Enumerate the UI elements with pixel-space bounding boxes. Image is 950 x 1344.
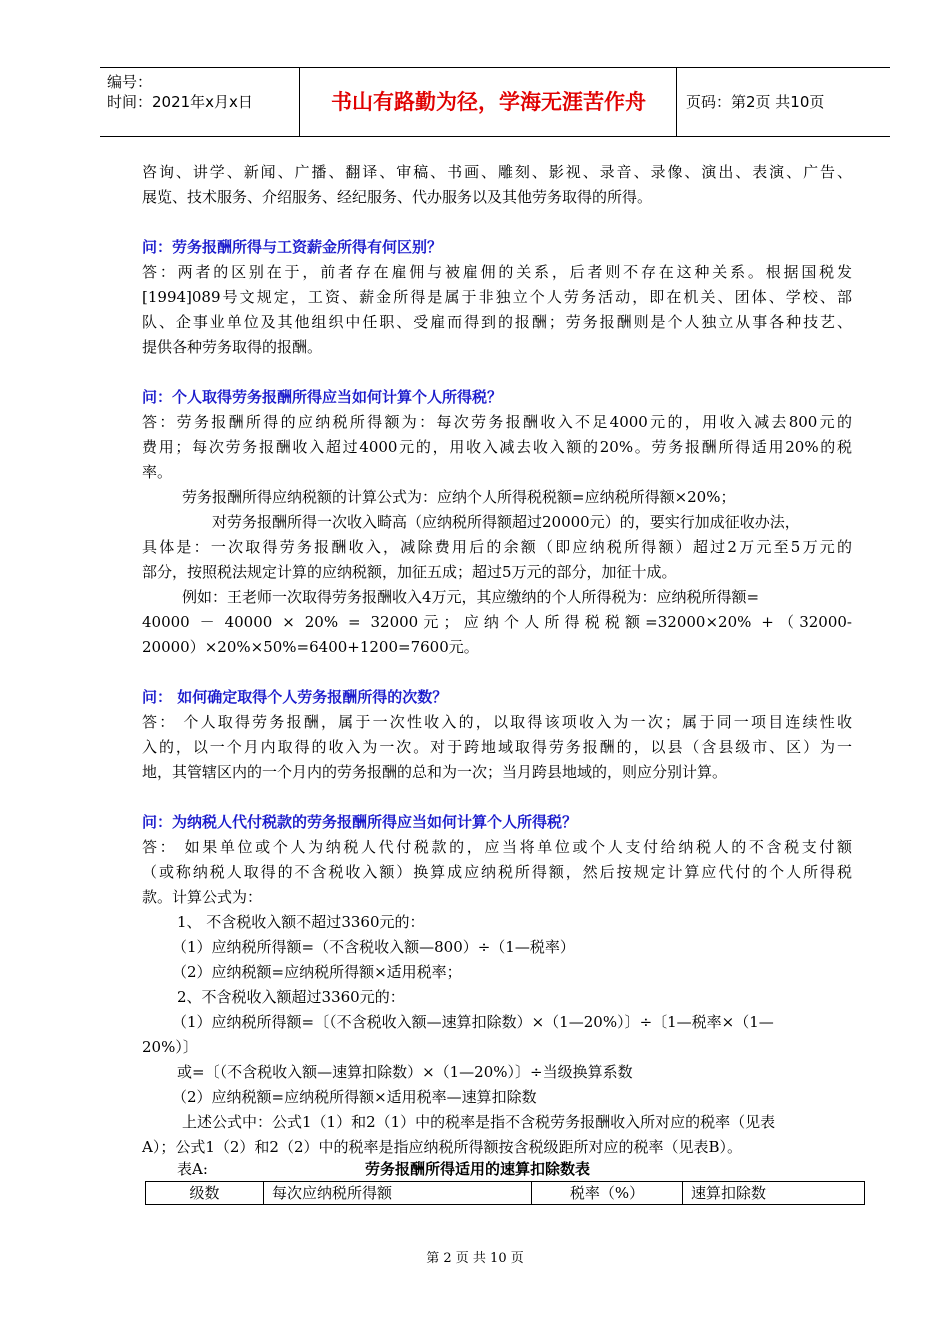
table-header-cell: 每次应纳税所得额 [263, 1182, 532, 1204]
body-line: 答： 个人取得劳务报酬，属于一次性收入的，以取得该项收入为一次；属于同一项目连续性收 [142, 713, 852, 731]
body-line: 队、企事业单位及其他组织中任职、受雇而得到的报酬；劳务报酬则是个人独立从事各种技艺、 [142, 313, 852, 331]
body-line: 入的，以一个月内取得的收入为一次。对于跨地域取得劳务报酬的，以县（含县级市、区）为一 [142, 738, 852, 756]
body-line: 答：两者的区别在于，前者存在雇佣与被雇佣的关系，后者则不存在这种关系。根据国税发 [142, 263, 852, 281]
body-line: 费用；每次劳务报酬收入超过4000元的，用收入减去收入额的20%。劳务报酬所得适用20%的税 [142, 438, 852, 456]
body-line: 具体是：一次取得劳务报酬收入，减除费用后的余额（即应纳税所得额）超过2万元至5万元的 [142, 538, 852, 556]
question-heading: 问：劳务报酬所得与工资薪金所得有何区别？ [142, 238, 443, 256]
body-line: [1994]089号文规定，工资、薪金所得是属于非独立个人劳务活动，即在机关、团体、学校、部 [142, 288, 852, 306]
body-line: 上述公式中：公式1（1）和2（1）中的税率是指不含税劳务报酬收入所对应的税率（见表 [182, 1113, 776, 1131]
body-line: 答： 如果单位或个人为纳税人代付税款的，应当将单位或个人支付给纳税人的不含税支付额 [142, 838, 852, 856]
body-line: 劳务报酬所得应纳税额的计算公式为：应纳个人所得税税额=应纳税所得额×20%； [182, 488, 736, 506]
body-line: 2、不含税收入额超过3360元的： [177, 988, 405, 1006]
body-line: 20000）×20%×50%=6400+1200=7600元。 [142, 638, 479, 656]
header-meta [100, 68, 300, 136]
body-line: （或称纳税人取得的不含税收入额）换算成应纳税所得额，然后按规定计算应代付的个人所得税 [142, 863, 852, 881]
body-line: 款。计算公式为： [142, 888, 263, 906]
question-heading: 问： 如何确定取得个人劳务报酬所得的次数？ [142, 688, 448, 706]
number-label: 编号： [107, 73, 153, 91]
body-line: 1、 不含税收入额不超过3360元的： [177, 913, 425, 931]
body-line: 咨询、讲学、新闻、广播、翻译、审稿、书画、雕刻、影视、录音、录像、演出、表演、广告、 [142, 163, 852, 181]
page-header [100, 67, 890, 137]
question-heading: 问：个人取得劳务报酬所得应当如何计算个人所得税？ [142, 388, 503, 406]
body-line: （1）应纳税所得额=〔（不含税收入额—速算扣除数）×（1—20%）〕÷〔1—税率×（1— [172, 1013, 774, 1031]
body-line: 部分，按照税法规定计算的应纳税额，加征五成；超过5万元的部分，加征十成。 [142, 563, 677, 581]
table-title: 劳务报酬所得适用的速算扣除数表 [365, 1160, 591, 1178]
body-line: 40000 － 40000 × 20% = 32000元；应纳个人所得税税额=32000×20% +（32000- [142, 613, 852, 631]
time-label: 时间：2021年x月x日 [107, 93, 253, 111]
body-line: 例如：王老师一次取得劳务报酬收入4万元，其应缴纳的个人所得税为：应纳税所得额= [182, 588, 760, 606]
table-label: 表A: [177, 1160, 208, 1178]
body-line: A）；公式1（2）和2（2）中的税率是指应纳税所得额按含税级距所对应的税率（见表B）。 [142, 1138, 743, 1156]
body-line: 答：劳务报酬所得的应纳税所得额为：每次劳务报酬收入不足4000元的，用收入减去800元的 [142, 413, 852, 431]
body-line: （2）应纳税额=应纳税所得额×适用税率—速算扣除数 [172, 1088, 537, 1106]
body-line: 或=〔（不含税收入额—速算扣除数）×（1—20%）〕÷当级换算系数 [177, 1063, 633, 1081]
body-line: 率。 [142, 463, 173, 481]
table-header-cell: 级数 [189, 1184, 220, 1202]
header-page-info: 页码：第2页 共10页 [686, 93, 825, 111]
body-line: （2）应纳税额=应纳税所得额×适用税率； [172, 963, 462, 981]
table-header-cell: 速算扣除数 [682, 1182, 867, 1204]
body-line: 20%）〕 [142, 1038, 198, 1056]
body-line: （1）应纳税所得额=（不含税收入额—800）÷（1—税率） [172, 938, 575, 956]
rate-table-header [145, 1181, 865, 1205]
body-line: 展览、技术服务、介绍服务、经纪服务、代办服务以及其他劳务取得的所得。 [142, 188, 653, 206]
question-heading: 问：为纳税人代付税款的劳务报酬所得应当如何计算个人所得税？ [142, 813, 578, 831]
body-line: 提供各种劳务取得的报酬。 [142, 338, 323, 356]
body-line: 地，其管辖区内的一个月内的劳务报酬的总和为一次；当月跨县地域的，则应分别计算。 [142, 763, 728, 781]
page-footer: 第 2 页 共 10 页 [426, 1251, 524, 1266]
table-header-cell: 税率（%） [531, 1182, 682, 1204]
body-line: 对劳务报酬所得一次收入畸高（应纳税所得额超过20000元）的，要实行加成征收办法， [212, 513, 800, 531]
header-motto: 书山有路勤为径，学海无涯苦作舟 [301, 68, 677, 136]
